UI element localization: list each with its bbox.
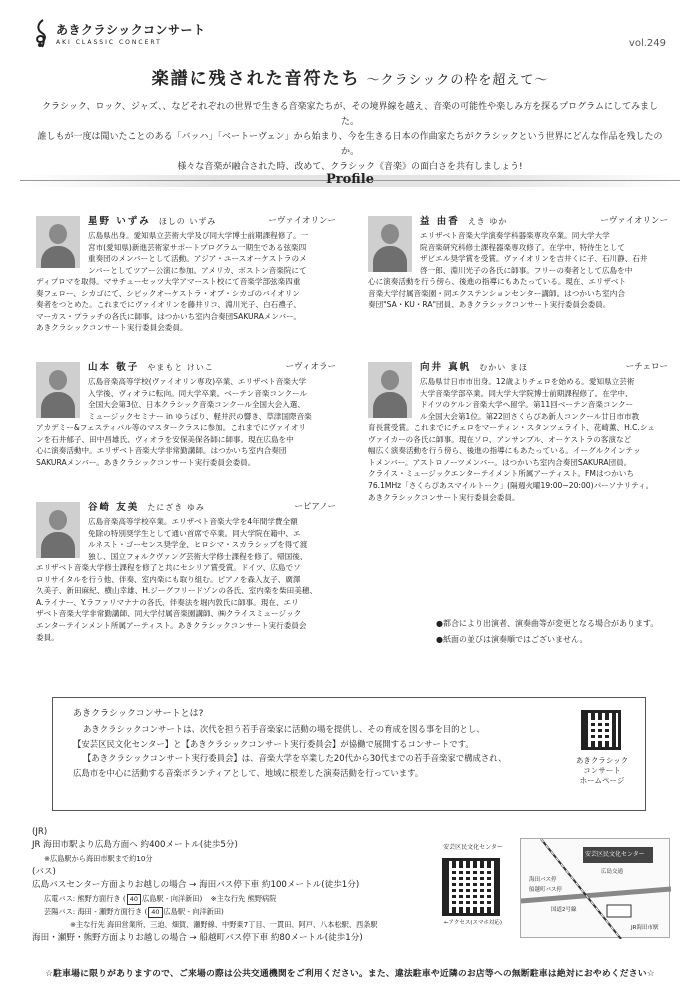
bio-line: 広島県出身。愛知県立芸術大学及び同大学博士前期課程修了。一 — [88, 231, 309, 240]
about-line: 【あきクラシックコンサート実行委員会】は、音楽大学を卒業した20代から30代までの若手音楽家で構成され、 — [83, 753, 507, 764]
bus-number: 40 — [127, 894, 141, 905]
concert-title-sub: 〜クラシックの枠を超えて〜 — [366, 73, 549, 88]
note-item: ●都合により出演者、演奏曲等が変更となる場合があります。 — [436, 619, 659, 628]
bio-line: ル全国大会第1位。第22回さくらぴあ新人コンクール廿日市市教 — [420, 411, 640, 421]
bio-line: マーカス・プラッチの各氏に師事。はつかいち室内合奏団SAKURAメンバー。 — [36, 311, 301, 321]
intro-text — [36, 100, 664, 175]
bus-route: 海田 - 瀬野方面行き — [77, 907, 143, 917]
performer-part: ーヴィオラー — [285, 362, 336, 372]
concert-title-main: 楽譜に残された音符たち — [151, 69, 361, 89]
bio-line: エリザベト音楽大学演奏学科器楽専攻卒業。同大学大学 — [420, 231, 610, 240]
bio-line: 全国大会第3位、日本クラシック音楽コンクール全国大会入選、 — [88, 400, 305, 410]
bio-line: 奏フェロー、シカゴにて、シビックオーケストラ・オブ・シカゴのバイオリン — [36, 288, 300, 298]
access-info — [32, 826, 452, 945]
bio-line: 院音楽研究科修士課程器楽専攻修了。在学中、特待生として — [420, 242, 626, 252]
bio-line: 免除の特別奨学生として通い首席で卒業。同大学院在籍中、エ — [88, 528, 301, 538]
qr-label-line: あきクラシック — [575, 756, 629, 765]
performer-part: ーチェロー — [625, 362, 668, 372]
profile-heading: Profile — [326, 172, 374, 187]
map-label-station: JR海田市駅 — [631, 925, 659, 931]
bio-line: 委員。 — [36, 632, 59, 642]
bio-line: 心に演奏活動を行う傍ら、後進の指導にもあたっている。現在、エリザベト — [368, 277, 627, 286]
performer-name: 山本 敬子 — [88, 362, 140, 373]
performer-bio — [420, 376, 668, 422]
bio-line: ザビエル奨学賞を受賞。ヴァイオリンを吉井くに子、石川静、石井 — [420, 254, 648, 264]
profile-yamamoto — [36, 362, 336, 472]
bio-line: 奏者をつとめた。これまでにヴァイオリンを藤井リコ、淵川光子、白石禮子、 — [36, 300, 302, 310]
bio-line: あきクラシックコンサート実行委員会委員。 — [36, 323, 188, 333]
bus-number: 40 — [148, 907, 162, 918]
about-body — [73, 722, 563, 780]
profile-mukai — [368, 362, 668, 512]
performer-bio — [420, 230, 668, 276]
jr-line: JR 海田市駅より広島方面へ 約400メートル(徒歩5分) — [32, 840, 238, 851]
bio-line: 奏団"SA・KU・RA"団員、あきクラシックコンサート実行委員会委員。 — [368, 300, 611, 310]
map-label-road: 国道2号線 — [551, 907, 577, 913]
bus-heading: (バス) — [32, 866, 56, 877]
bio-line: 心に演奏活動中。エリザベト音楽大学非常勤講師。はつかいち室内合奏団 — [36, 446, 287, 456]
bio-line: 広島県廿日市市出身。12歳よりチェロを始める。愛知県立芸術 — [420, 377, 635, 386]
performer-kana: ほしの いずみ — [158, 217, 217, 226]
homepage-qr-code-icon[interactable] — [581, 710, 621, 750]
parking-notice: ☆駐車場に限りがありますので、ご来場の際は公共交通機関をご利用ください。また、違法駐車や近隣のお店等への無断駐車は絶対におやめください☆ — [45, 969, 655, 979]
center-qr-box — [434, 838, 512, 926]
bio-line: クライス・ミュージックエンターテイメント所属アーティスト。FMはつかいち — [368, 469, 634, 479]
center-qr-caption2: ←アクセス(スマホ対応) — [443, 920, 503, 926]
kojin-bus: 広電バス: 熊野方面行き ( 40 広島駅 - 向洋新田) ※主な行先 熊野病院 — [44, 894, 277, 904]
bus-line: 広島バスセンター方面よりお越しの場合 → 海田バス停下車 約100メートル(徒歩1分) — [32, 879, 360, 890]
bio-line: 広島音楽高等学校(ヴァイオリン専攻)卒業、エリザベト音楽大学 — [88, 377, 307, 386]
bio-line: 76.1MHz「さくらぴあスマイルトーク」(隔週火曜19:00~20:00)パーソナリティ。 — [368, 480, 654, 490]
portrait-photo — [36, 216, 80, 268]
jr-note: ※広島駅から海田市駅まで約10分 — [44, 854, 153, 864]
intro-line: 誰しもが一度は聞いたことのある「バッハ」「ベートーヴェン」から始まり、今を生きる日本の作曲家たちがクラシックという世界にどんな作品を残したのか。 — [37, 132, 663, 157]
performer-kana: たにざき ゆみ — [147, 503, 205, 512]
geiyo-bus: 芸陽バス: 海田 - 瀬野方面行き ( 40 広島駅 - 向洋新田) — [44, 907, 224, 917]
performer-kana: むかい まほ — [479, 363, 528, 372]
kaita-line: 海田・瀬野・熊野方面よりお越しの場合 → 船越町バス停下車 約80メートル(徒歩1分) — [32, 932, 363, 943]
notes — [436, 616, 658, 648]
performer-bio-full — [36, 422, 336, 468]
about-line: 【安芸区民文化センター】と【あきクラシックコンサート実行委員会】が協働で展開するコンサートです。 — [73, 738, 474, 749]
bio-line: あきクラシックコンサート実行委員会委員。 — [368, 492, 520, 502]
bio-line: トメンバー。アストロノーツメンバー。はつかいち室内合奏団SAKURA団員。 — [368, 457, 632, 467]
header — [32, 18, 206, 48]
bio-line: エンターテインメント所属アーティスト。あきクラシックコンサート実行委員会 — [36, 620, 307, 630]
map-label-stop: 海田バス停 — [529, 877, 557, 883]
bio-line: SAKURAメンバー。あきクラシックコンサート実行委員会委員。 — [36, 457, 256, 467]
access-map — [520, 838, 670, 938]
geiyo-destinations: ※主な行先 海田営業所、三迫、畑賀、瀬野線、中野東7丁目、一貫田、阿戸、八本松駅、西条駅 — [70, 920, 378, 930]
bio-line: ンを石井郁子、田中昌雄氏、ヴィオラを安保美保各師に師事。現在広島を中 — [36, 434, 294, 444]
bus-destination: ※主な行先 熊野病院 — [210, 894, 277, 904]
performer-bio-full — [368, 422, 668, 503]
treble-clef-logo-icon — [32, 18, 52, 48]
profile-eki — [368, 216, 668, 326]
map-label-bus: 広島交通 — [601, 869, 624, 875]
performer-bio — [88, 516, 336, 562]
bio-line: ミュージックセミナー in ゆうばり、軽井沢の響き、草津国際音楽 — [88, 411, 312, 421]
performer-kana: やまもと けいこ — [147, 363, 214, 372]
map-label-center: 安芸区民文化センター — [585, 851, 645, 858]
bio-line: 宮市(愛知県)新進芸術家サポートプログラム一期生である弦楽四 — [88, 242, 307, 252]
intro-line: 様々な音楽が融合された時、改めて、クラシック《音楽》の面白さを共有しましょう! — [177, 162, 523, 172]
center-qr-caption: 安芸区民文化センター — [443, 844, 503, 851]
bio-line: 育長賞受賞。これまでにチェロをマーティン・スタンツェライト、花崎薫、H.C.シュ — [368, 423, 655, 432]
intro-line: クラシック、ロック、ジャズ、、などそれぞれの世界で生きる音楽家たちが、その境界線を越え、音楽の可能性や楽しみ方を探るプログラムにしてみました。 — [42, 102, 658, 127]
bio-line: 幅広く演奏活動を行う傍ら、後進の指導にもあたっている。イーグルクインテッ — [368, 446, 641, 456]
bio-line: ザベト音楽大学非常勤講師、同大学付属音楽園講師、㈱クライスミュージック — [36, 609, 302, 619]
bio-line: ルネスト・ゴーセンス奨学金、ヒロシマ・スカラシップを得て渡 — [88, 540, 308, 550]
bus-company: 芸陽バス: — [44, 907, 76, 917]
bio-line: ディプロマを取得。マサチューセッツ大学アマースト校にて音楽学部弦楽四重 — [36, 277, 301, 286]
performer-bio-full — [36, 562, 336, 643]
bio-line: A.ライナー、Y.ラファリマナナの各氏、伴奏法を堀内敦氏に師事。現在、エリ — [36, 597, 299, 607]
performer-part: ーヴァイオリンー — [268, 216, 336, 226]
bus-route-detail: 広島駅 - 向洋新田) — [163, 907, 224, 917]
performer-name: 益 由香 — [420, 216, 460, 227]
logo-title: あきクラシックコンサート — [56, 22, 206, 37]
bus-route-detail: 広島駅 - 向洋新田) — [142, 894, 203, 904]
performer-bio-full — [36, 276, 336, 334]
bio-line: 啓一郎、淵川光子の各氏に師事。フリーの奏者として広島を中 — [420, 265, 633, 275]
bio-line: 大学音楽学部卒業。同大学大学院博士前期課程修了。在学中、 — [420, 388, 633, 398]
performer-name: 星野 いずみ — [88, 216, 151, 227]
portrait-photo — [368, 362, 412, 418]
qr-label-line: ホームページ — [579, 776, 625, 785]
about-line: あきクラシックコンサートは、次代を担う若手音楽家に活動の場を提供し、その育成を図る事を目的とし、 — [83, 724, 485, 734]
performer-name: 向井 真帆 — [420, 362, 472, 373]
performer-bio — [88, 230, 336, 276]
bus-route: 熊野方面行き — [77, 894, 121, 904]
bio-line: ンバーとしてツアー公演に参加。アメリカ、ボストン音楽院にて — [88, 265, 307, 275]
bio-line: 独し、国立フォルクヴァング芸術大学修士課程を修了。帰国後、 — [88, 551, 308, 561]
bio-line: 音楽大学付属音楽園・同エクステンションセンター講師。はつかいち室内合 — [368, 288, 625, 298]
performer-bio-full — [368, 276, 668, 311]
profile-tanizaki — [36, 502, 336, 652]
volume-number: vol.249 — [628, 38, 666, 49]
bio-line: 久美子、新田麻紀、横山幸雄、H.ジーグフリードゾンの各氏、室内楽を柴田美穂、 — [36, 586, 318, 596]
bus-company: 広電バス: — [44, 894, 76, 904]
about-question: あきクラシックコンサートとは? — [73, 709, 204, 719]
about-line: 広島市を中心に活動する音楽ボランティアとして、地域に根差した演奏活動を行っています。 — [73, 767, 424, 778]
qr-label — [571, 756, 633, 786]
bio-line: 入学後、ヴィオラに転向。同大学卒業。ベーテン音楽コンクール — [88, 388, 308, 398]
bio-line: 重奏団のメンバーとして活動。アジア・ユースオーケストラのメ — [88, 254, 307, 264]
bio-line: ロリサイタルを行う他、伴奏、室内楽にも取り組む。ピアノを森入友子、廣澤 — [36, 574, 301, 584]
bio-line: エリザベト音楽大学修士課程を修了と共にセシリア賞受賞。ドイツ、広島でソ — [36, 563, 301, 572]
performer-kana: えき ゆか — [467, 217, 508, 226]
portrait-photo — [36, 362, 80, 418]
concert-title — [0, 64, 700, 89]
performer-name: 谷崎 友美 — [88, 502, 140, 513]
bio-line: ドイツのケルン音楽大学へ留学。第11回ベーテン音楽コンクー — [420, 400, 634, 410]
map-label-funakoshi: 船越町バス停 — [529, 887, 563, 893]
profile-heading-bar — [20, 170, 680, 192]
note-item: ●紙面の並びは演奏順ではございません。 — [436, 635, 588, 644]
logo-subtitle: AKI CLASSIC CONCERT — [56, 38, 162, 46]
about-box — [52, 697, 646, 811]
bio-line: ヴァイカーの各氏に師事。現在ソロ、アンサンブル、オーケストラの客演など — [368, 434, 632, 444]
profile-hoshino — [36, 216, 336, 336]
bio-line: 広島音楽高等学校卒業。エリザベト音楽大学を4年間学費全額 — [88, 517, 298, 526]
portrait-photo — [36, 502, 80, 558]
center-qr-code-icon[interactable] — [442, 858, 500, 916]
performer-bio — [88, 376, 336, 422]
portrait-photo — [368, 216, 412, 272]
bio-line: アカデミー&フェスティバル等のマスタークラスに参加。これまでにヴァイオリ — [36, 423, 306, 432]
qr-label-line: コンサート — [583, 766, 621, 775]
performer-part: ーピアノー — [294, 502, 336, 512]
performer-part: ーヴァイオリンー — [600, 216, 668, 226]
jr-heading: (JR) — [32, 827, 48, 837]
